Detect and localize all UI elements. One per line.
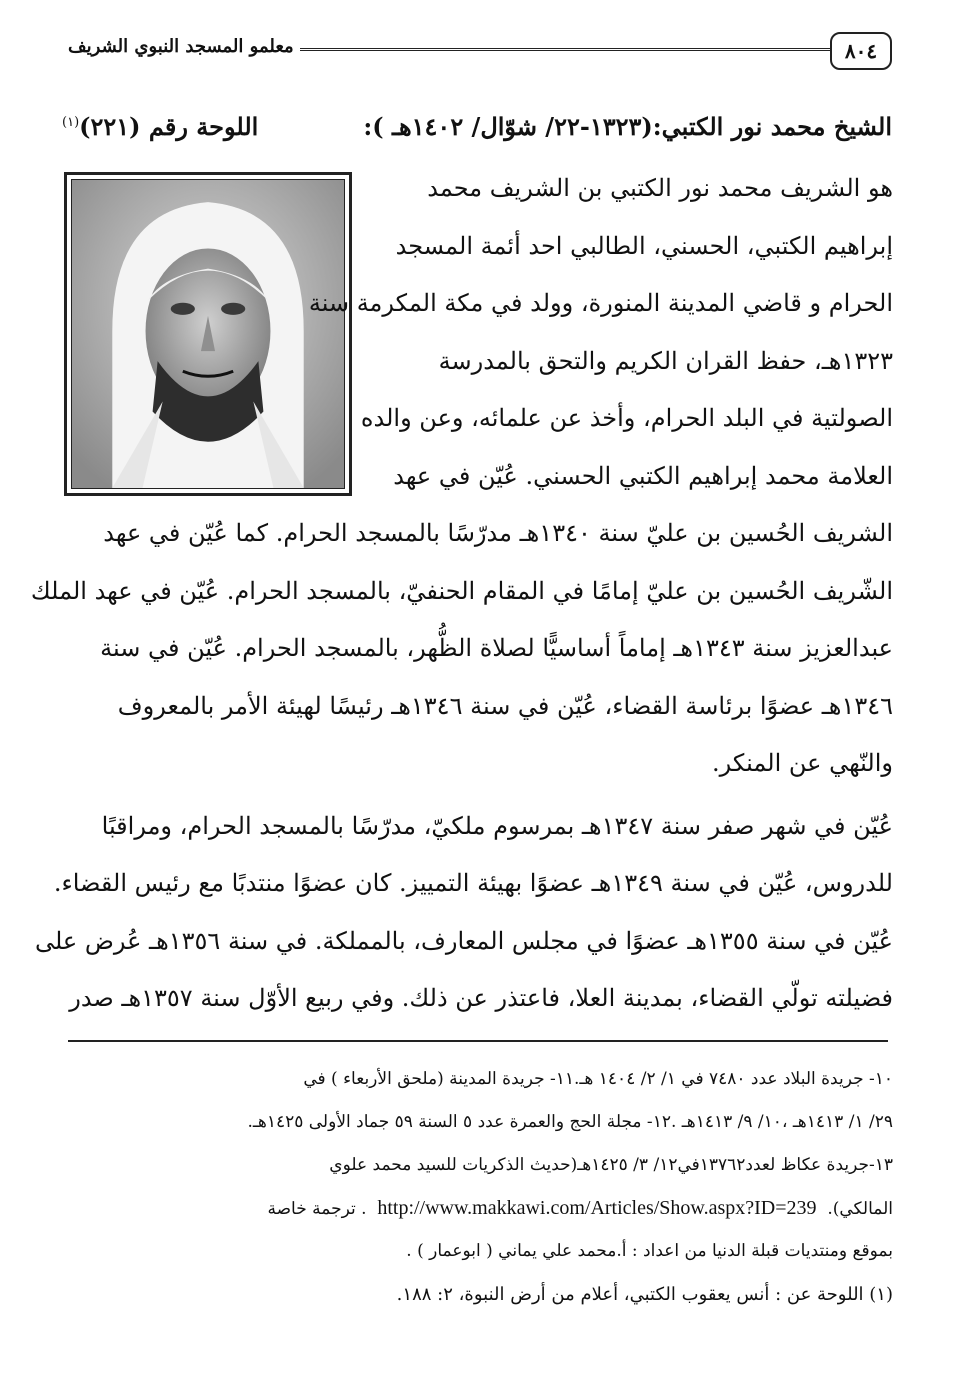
body-line: العلامة محمد إبراهيم الكتبي الحسني. عُيّن في عهد xyxy=(393,461,893,490)
footnote-rule xyxy=(68,1040,888,1042)
footnote-line xyxy=(63,1187,893,1230)
body-line: الشريف الحُسين بن عليّ سنة ١٣٤٠هـ مدرّسًا بالمسجد الحرام. كما عُيّن في عهد xyxy=(103,519,893,547)
body-line: الصولتية في البلد الحرام، وأخذ عن علمائه، وعن والده xyxy=(360,404,893,432)
body-line: هو الشريف محمد نور الكتبي بن الشريف محمد xyxy=(427,174,893,202)
body-line: عبدالعزيز سنة ١٣٤٣هـ إماماً أساسيًّا لصلاة الظُّهر، بالمسجد الحرام. عُيّن في سنة xyxy=(100,634,893,662)
body-line: عُيّن في سنة ١٣٥٥هـ عضوًا في مجلس المعارف، بالمملكة. في سنة ١٣٥٦هـ عُرض على xyxy=(34,926,893,955)
header-rule xyxy=(212,48,830,54)
entry-heading xyxy=(62,112,892,152)
footnote-line: ٢٩/ ١/ ١٤١٣هـ ،١٠/ ٩/ ١٤١٣هـ .١٢- مجلة الحج والعمرة عدد ٥ السنة ٥٩ جماد الأولى ١٤٢٥هـ. xyxy=(247,1112,893,1132)
footnote-ref: (١) xyxy=(62,115,80,130)
running-title: معلمو المسجد النبوي الشريف xyxy=(62,36,300,57)
footnote-line: ١٣-جريدة عكاظ لعدد١٣٧٦٢في١٢/ ٣/ ١٤٢٥هـ(حديث الذكريات للسيد محمد علوي xyxy=(329,1155,893,1175)
body-line: الشّريف الحُسين بن عليّ إمامًا في المقام الحنفيّ، بالمسجد الحرام. عُيّن في عهد الملك xyxy=(30,576,893,605)
body-text xyxy=(30,160,893,1028)
footnote-line: ١٠- جريدة البلاد عدد ٧٤٨٠ في ١/ ٢/ ١٤٠٤ هـ.١١- جريدة المدينة (ملحق الأربعاء ) في xyxy=(303,1069,893,1089)
footnote-text: المالكي). xyxy=(827,1199,893,1219)
plate-label: اللوحة رقم (٢٢١)$^{(١)}$ xyxy=(62,112,259,141)
footnote-text: . ترجمة خاصة xyxy=(267,1199,367,1219)
footnote-line: بموقع ومنتديات قبلة الدنيا من اعداد : أ.محمد علي يماني ( ابوعمار ) . xyxy=(406,1241,893,1261)
body-line: إبراهيم الكتبي، الحسني، الطالبي احد أئمة المسجد xyxy=(395,231,893,260)
entry-subject: الشيخ محمد نور الكتبي:(١٣٢٣-٢٢/ شوّال/ ١٤٠٢هـ ): xyxy=(363,112,892,141)
body-line: للدروس، عُيّن في سنة ١٣٤٩هـ عضوًا بهيئة التمييز. كان عضوًا منتدبًا مع رئيس القضاء. xyxy=(53,869,893,897)
body-line: ١٣٤٦هـ عضوًا برئاسة القضاء، عُيّن في سنة ١٣٤٦هـ رئيسًا لهيئة الأمر بالمعروف xyxy=(117,691,893,720)
body-line: فضيلته تولّي القضاء، بمدينة العلا، فاعتذر عن ذلك. وفي ربيع الأوّل سنة ١٣٥٧هـ صدر xyxy=(69,984,893,1012)
running-header xyxy=(62,32,892,72)
footnote-line: (١) اللوحة عن : أنس يعقوب الكتبي، أعلام من أرض النبوة، ٢: ١٨٨. xyxy=(396,1284,893,1305)
body-line: عُيّن في شهر صفر سنة ١٣٤٧هـ بمرسوم ملكيّ، مدرّسًا بالمسجد الحرام، ومراقبًا xyxy=(101,811,893,840)
page-number: ٨٠٤ xyxy=(830,32,892,70)
body-line: والنّهي عن المنكر. xyxy=(712,749,893,777)
body-line: الحرام و قاضي المدينة المنورة، وولد في مكة المكرمة سنة xyxy=(308,289,893,317)
body-line: ١٣٢٣هـ، حفظ القران الكريم والتحق بالمدرسة xyxy=(438,346,893,375)
footnote-url[interactable]: http://www.makkawi.com/Articles/Show.aspx?ID=239 xyxy=(377,1197,817,1219)
footnotes xyxy=(63,1058,893,1316)
